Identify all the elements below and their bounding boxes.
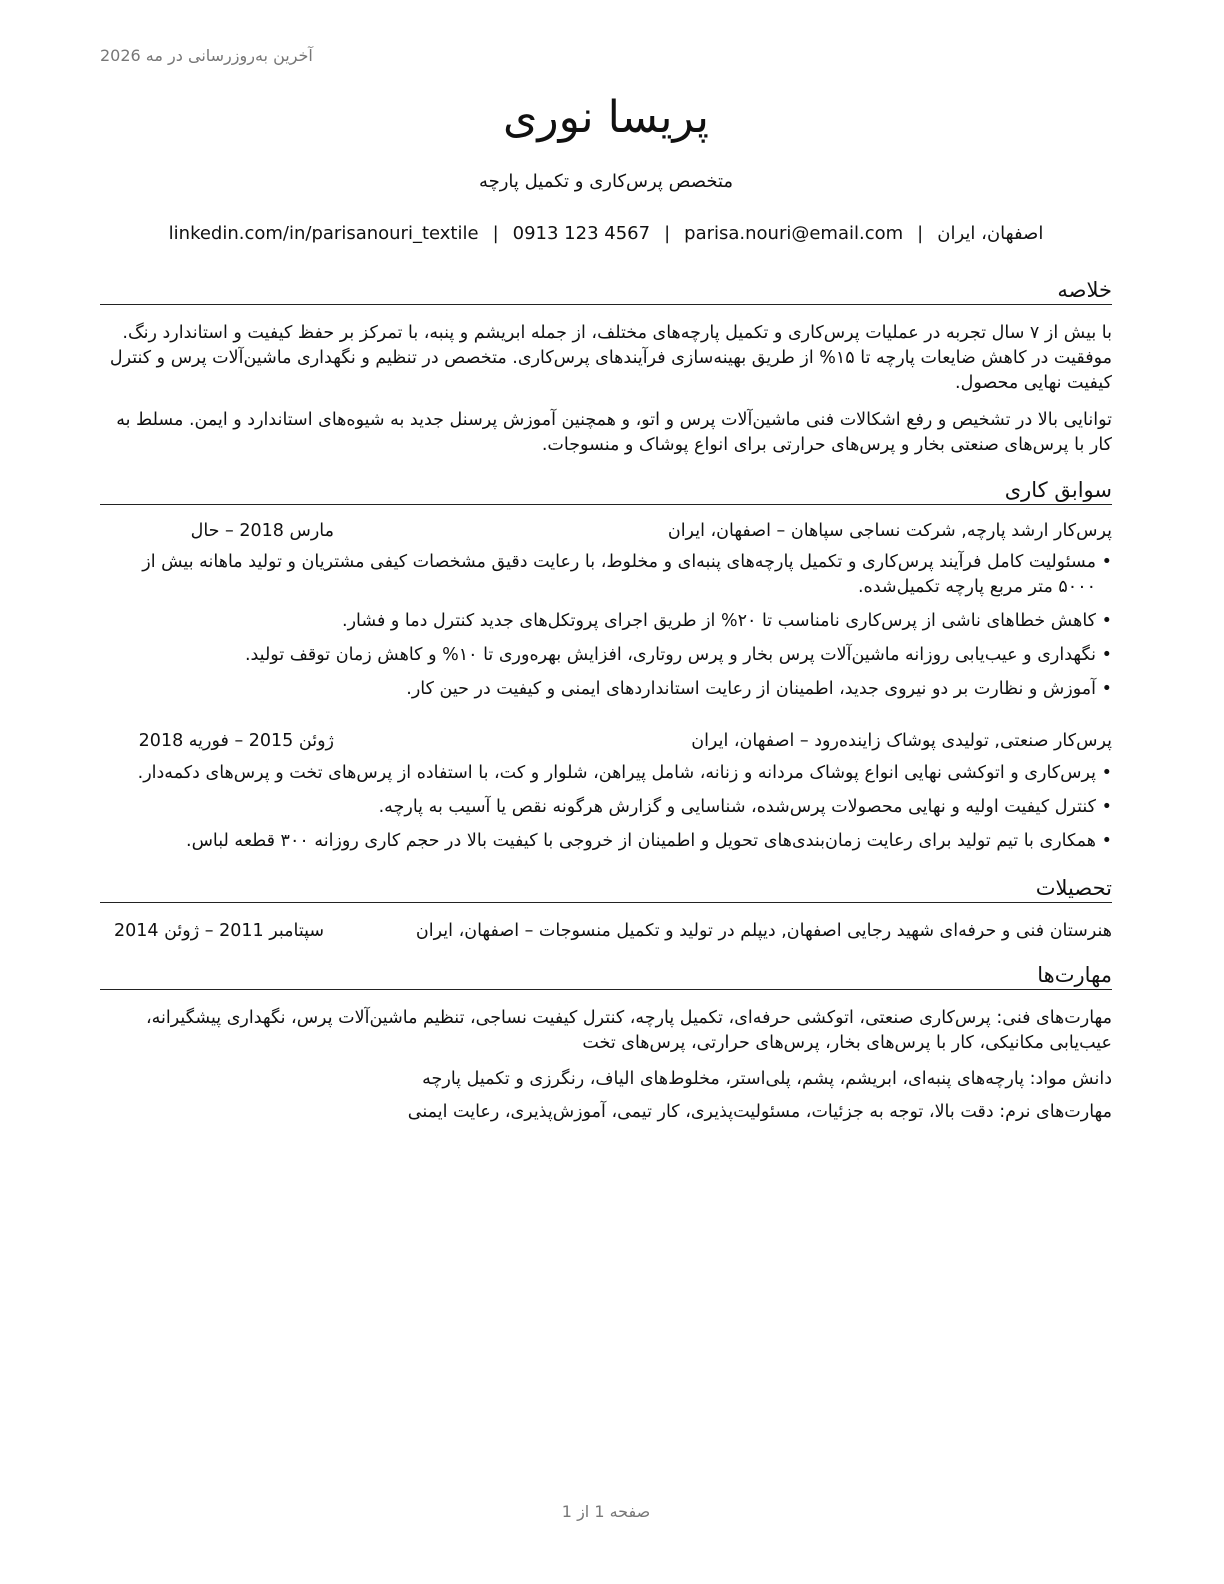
contact-phone[interactable]: 0913 123 4567 bbox=[512, 223, 651, 244]
candidate-title: متخصص پرس‌کاری و تکمیل پارچه bbox=[478, 171, 734, 192]
job-role: پرس‌کار صنعتی, تولیدی پوشاک زاینده‌رود – اصفهان، ایران bbox=[691, 731, 1112, 751]
list-item: • آموزش و نظارت بر دو نیروی جدید، اطمینان از رعایت استانداردهای ایمنی و کیفیت در حین کار. bbox=[100, 677, 1112, 702]
candidate-name: پریسا نوری bbox=[502, 92, 710, 143]
skills-line: مهارت‌های نرم: دقت بالا، توجه به جزئیات، مسئولیت‌پذیری، کار تیمی، آموزش‌پذیری، رعایت ایمنی bbox=[407, 1102, 1112, 1122]
list-item: • پرس‌کاری و اتوکشی نهایی انواع پوشاک مردانه و زنانه، شامل پیراهن، شلوار و کت، با استفاده از پرس‌های تخت و پرس‌های دکمه‌دار. bbox=[100, 761, 1112, 786]
resume-page bbox=[100, 0, 1112, 1584]
job-dates: ژوئن 2015 – فوریه 2018 bbox=[138, 731, 334, 751]
contact-email[interactable]: parisa.nouri@email.com bbox=[684, 223, 904, 244]
list-item: • مسئولیت کامل فرآیند پرس‌کاری و تکمیل پارچه‌های پنبه‌ای و مخلوط، با رعایت دقیق مشخصات کیفی مشتریان و تولید ماهانه بیش از ۵۰۰۰ متر مربع پارچه تکمیل‌شده. bbox=[100, 550, 1112, 600]
last-updated-note: آخرین به‌روزرسانی در مه 2026 bbox=[100, 46, 313, 65]
list-item: • کاهش خطاهای ناشی از پرس‌کاری نامناسب تا ۲۰% از طریق اجرای پروتکل‌های جدید کنترل دما و فشار. bbox=[100, 609, 1112, 634]
skills-line: دانش مواد: پارچه‌های پنبه‌ای، ابریشم، پشم، پلی‌استر، مخلوط‌های الیاف، رنگرزی و تکمیل پارچه bbox=[422, 1069, 1112, 1089]
contact-separator: | bbox=[664, 223, 671, 244]
list-item: • کنترل کیفیت اولیه و نهایی محصولات پرس‌شده، شناسایی و گزارش هرگونه نقص یا آسیب به پارچه. bbox=[100, 795, 1112, 820]
job-header bbox=[100, 519, 1112, 543]
job-header bbox=[100, 729, 1112, 753]
skills-line: مهارت‌های فنی: پرس‌کاری صنعتی، اتوکشی حرفه‌ای، تکمیل پارچه، کنترل کیفیت نساجی، تنظیم ماشین‌آلات پرس، نگهداری پیشگیرانه، عیب‌یابی مکانیکی، کار با پرس‌های بخار، پرس‌های حرارتی، پرس‌های تخت bbox=[146, 1008, 1112, 1053]
skills-heading: مهارت‌ها bbox=[100, 961, 1112, 990]
job-bullets bbox=[100, 761, 1112, 863]
education-entry bbox=[100, 919, 1112, 943]
summary-heading: خلاصه bbox=[100, 276, 1112, 305]
education-school: هنرستان فنی و حرفه‌ای شهید رجایی اصفهان, دیپلم در تولید و تکمیل منسوجات – اصفهان، ایران bbox=[415, 921, 1112, 941]
contact-linkedin[interactable]: linkedin.com/in/parisanouri_textile bbox=[168, 223, 479, 244]
page-number: صفحه 1 از 1 bbox=[561, 1502, 651, 1521]
education-heading: تحصیلات bbox=[100, 874, 1112, 903]
summary-paragraph: توانایی بالا در تشخیص و رفع اشکالات فنی ماشین‌آلات پرس و اتو، و همچنین آموزش پرسنل جدید به شیوه‌های استاندارد و ایمن. مسلط به کار با پرس‌های صنعتی بخار و پرس‌های حرارتی برای انواع پوشاک و منسوجات. bbox=[116, 410, 1112, 455]
list-item: • نگهداری و عیب‌یابی روزانه ماشین‌آلات پرس بخار و پرس روتاری، افزایش بهره‌وری تا ۱۰% و کاهش زمان توقف تولید. bbox=[100, 643, 1112, 668]
experience-heading: سوابق کاری bbox=[100, 476, 1112, 505]
contact-separator: | bbox=[917, 223, 924, 244]
contact-location: اصفهان، ایران bbox=[937, 223, 1044, 244]
job-role: پرس‌کار ارشد پارچه, شرکت نساجی سپاهان – اصفهان، ایران bbox=[667, 521, 1112, 541]
education-dates: سپتامبر 2011 – ژوئن 2014 bbox=[114, 921, 325, 941]
contact-separator: | bbox=[492, 223, 499, 244]
contact-line bbox=[100, 223, 1112, 244]
list-item: • همکاری با تیم تولید برای رعایت زمان‌بندی‌های تحویل و اطمینان از خروجی با کیفیت بالا در حجم کاری روزانه ۳۰۰ قطعه لباس. bbox=[100, 829, 1112, 854]
summary-paragraph: با بیش از ۷ سال تجربه در عملیات پرس‌کاری و تکمیل پارچه‌های مختلف، از جمله ابریشم و پنبه، با تمرکز بر حفظ کیفیت و استاندارد رنگ. موفقیت در کاهش ضایعات پارچه تا ۱۵% از طریق بهینه‌سازی فرآیندهای پرس‌کاری. متخصص در تنظیم و نگهداری ماشین‌آلات پرس و کنترل کیفیت نهایی محصول. bbox=[109, 323, 1112, 393]
job-bullets bbox=[100, 550, 1112, 711]
job-dates: مارس 2018 – حال bbox=[190, 521, 334, 541]
